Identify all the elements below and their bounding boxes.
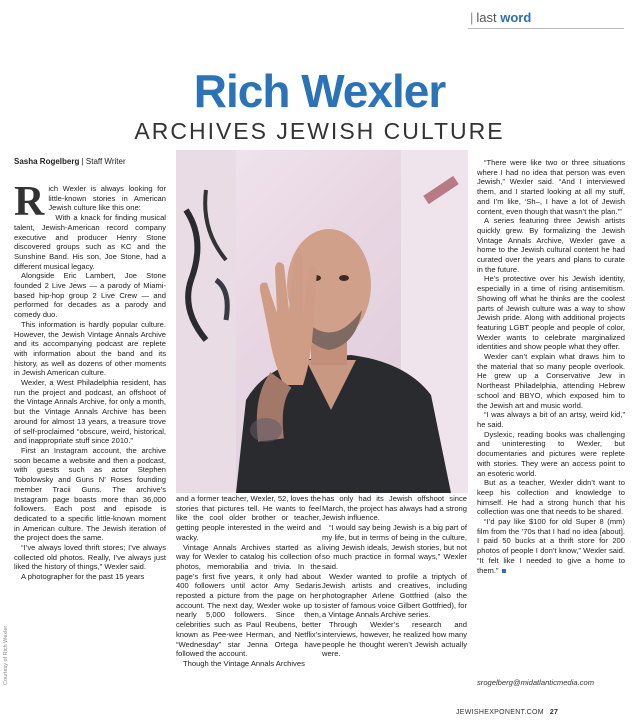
paragraph: First an Instagram account, the archive soon became a website and then a podcast, with guests such as actor Stephen Tobolowsky and Guns N’ Roses founding member Tracii Guns. The archive’s Instagram page boasts more than 36,000 followers. Each post and episode is dedicated to a specific little-known moment in American culture. The Jewish iteration of the project does the same. — [14, 445, 166, 543]
byline — [14, 157, 126, 166]
paragraph: Vintage Annals Archives started as a way for Wexler to catalog his collection of photos, memorabilia and trivia. In the page’s first five years, it only had about 400 followers until actor Amy Sedaris reposted a picture from the page on her account. The next day, Wexler woke up to nearly 5,000 followers. Since then, celebrities such as Paul Reubens, better known as Pee-wee Herman, and Netflix’s “Wednesday” star Jenna Ortega have followed the account. — [176, 542, 321, 659]
author-email[interactable]: srogelberg@midatlanticmedia.com — [477, 678, 595, 687]
section-kicker — [470, 10, 531, 25]
page-footer — [456, 709, 558, 716]
paragraph: “I was always a bit of an artsy, weird kid,” he said. — [477, 410, 625, 429]
paragraph — [14, 179, 166, 225]
paragraph: Through Wexler’s research and interviews, however, he realized how many people he thought weren’t Jewish actually were. — [322, 620, 467, 659]
paragraph: and a former teacher, Wexler, 52, loves the stories that pictures tell. He wants to feel like the cool older brother or teacher, getting people interested in the weird and wacky. — [176, 494, 321, 542]
paragraph-text: ich Wexler is always looking for little-known stories in American Jewish culture like this one: — [48, 184, 166, 213]
kicker-word: word — [500, 10, 532, 25]
paragraph: A photographer for the past 15 years — [21, 572, 145, 582]
paragraph: A series featuring three Jewish artists quickly grew. By formalizing the Jewish Vintage Annals Archive, Wexler gave a home to the Jewish cultural content he had curated over the years and plans to curate in the future. — [477, 216, 625, 274]
paragraph-text: “I’d pay like $100 for old Super 8 (mm) film from the ’70s that I had no idea [about]. I paid 50 bucks at a thrift store for 200 photos of people I don’t know,” Wexler said. “It felt like I needed to give a home to them.” — [477, 517, 625, 575]
paragraph: Alongside Eric Lambert, Joe Stone founded 2 Live Jews — a parody of Miami-based hip-hop group 2 Live Crew — and performed for decades as a parody and comedy duo. — [14, 271, 166, 320]
byline-author: Sasha Rogelberg — [14, 157, 80, 166]
kicker-prefix: last — [476, 10, 497, 25]
end-mark-icon — [502, 569, 506, 573]
paragraph: Wexler, a West Philadelphia resident, has run the project and podcast, an offshoot of the Vintage Annals Archive, for only a month, but the Vintage Annals Archive has been around for almost 13 years, a treasure trove of self-proclaimed “obscure, weird, historical, and inappropriate stuff since 2010.” — [14, 378, 166, 446]
paragraph: “I would say being Jewish is a big part of my life, but in terms of being in the culture, living Jewish ideals, Jewish stories, but not so much practice in formal ways,” Wexler said. — [322, 523, 467, 571]
subheadline: ARCHIVES JEWISH CULTURE — [134, 118, 505, 144]
column-2 — [176, 494, 321, 669]
portrait-photo — [176, 150, 468, 493]
paragraph: With a knack for finding musical talent, Jewish-American record company executive and producer Henry Stone discovered groups such as KC and the Sunshine Band. His son, Joe Stone, had a different musical legacy. — [14, 213, 166, 271]
headline: Rich Wexler — [193, 65, 446, 117]
paragraph: “There were like two or three situations where I had no idea that person was even Jewish,” Wexler said. “And I interviewed them, and I started looking at all my stuff, and I’m like, ‘Sh–, I have a lot of Jewish content, even though that wasn’t the plan.’” — [477, 158, 625, 216]
paragraph: Wexler can’t explain what draws him to the material that so many people overlook. He grew up a Conservative Jew in Northeast Philadelphia, attending Hebrew school and BBYO, which exposed him to the Jewish art and music world. — [477, 352, 625, 410]
paragraph: Wexler wanted to profile a triptych of Jewish artists and creatives, including photographer Arlene Gottfried (also the sister of famous voice Gilbert Gottfried), for a Vintage Annals Archive series. — [322, 571, 467, 620]
paragraph: Dyslexic, reading books was challenging and uninteresting to Wexler, but documentaries and pictures were replete with stories. They were an access point to an esoteric world. — [477, 429, 625, 478]
column-1 — [14, 179, 166, 582]
footer-site[interactable]: JEWISHEXPONENT.COM — [456, 709, 544, 716]
paragraph: He’s protective over his Jewish identity, especially in a time of rising antisemitism. Showing off what he thinks are the coolest parts of Jewish culture was a way to show Jewish pride. Along with additional projects featuring LGBT people and people of color, Wexler wants to celebrate marginalized identities and show people what they offer. — [477, 274, 625, 352]
paragraph — [477, 517, 625, 575]
paragraph: But as a teacher, Wexler didn’t want to keep his collection and knowledge to himself. He had a strong hunch that his collection was one that needs to be shared. — [477, 478, 625, 517]
kicker-divider: | — [470, 10, 474, 25]
byline-role: | Staff Writer — [81, 157, 126, 166]
header-rule — [468, 28, 624, 29]
page-number: 27 — [549, 709, 559, 716]
paragraph: “I’ve always loved thrift stores; I’ve always collected old photos. Really, I’ve always just liked the history of things,” Wexler said. — [14, 543, 166, 572]
column-3 — [322, 494, 467, 659]
drop-cap: R — [14, 179, 45, 225]
paragraph: Though the Vintage Annals Archives — [183, 658, 305, 668]
paragraph: This information is hardly popular culture. However, the Jewish Vintage Annals Archive and its accompanying podcast are replete with information about the band and its history, as well as dozens of other moments in Jewish American culture. — [14, 319, 166, 378]
paragraph: has only had its Jewish offshoot since March, the project has always had a strong Jewish influence. — [322, 494, 467, 523]
column-4 — [477, 158, 625, 575]
photo-credit: Courtesy of Rich Wexler — [3, 625, 9, 685]
portrait-illustration — [176, 150, 468, 493]
